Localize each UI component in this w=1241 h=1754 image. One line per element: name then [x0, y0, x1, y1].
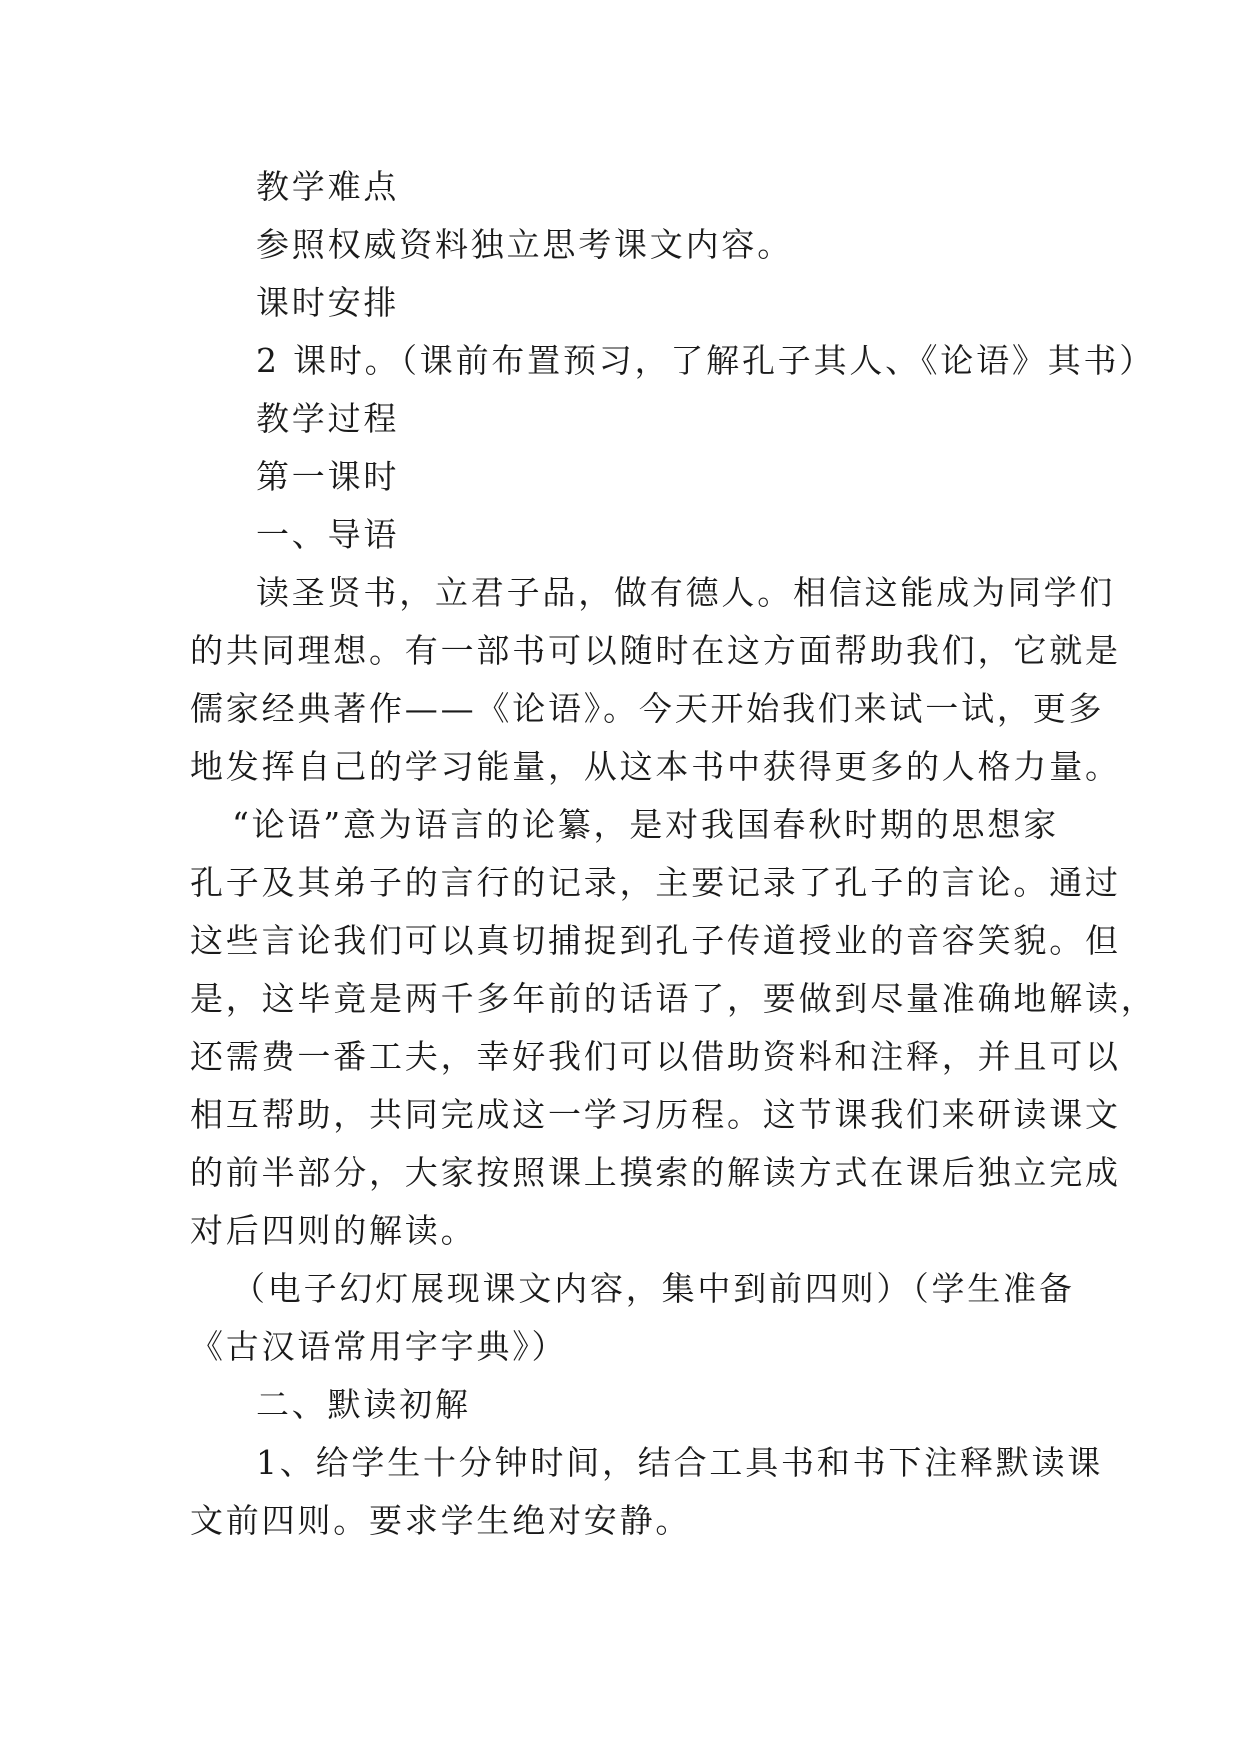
heading-teaching-difficulty: 教学难点 [256, 167, 400, 206]
heading-first-lesson: 第一课时 [256, 457, 400, 496]
paragraph-line: 1、给学生十分钟时间，结合工具书和书下注释默读课 [256, 1443, 1104, 1482]
paragraph-line: 参照权威资料独立思考课文内容。 [256, 225, 793, 264]
heading-silent-reading: 二、默读初解 [256, 1385, 471, 1424]
paragraph-line: 是，这毕竟是两千多年前的话语了，要做到尽量准确地解读， [190, 979, 1157, 1018]
paragraph-line: （电子幻灯展现课文内容，集中到前四则）（学生准备 [232, 1269, 1075, 1308]
paragraph-line: 儒家经典著作——《论语》。今天开始我们来试一试，更多 [190, 689, 1105, 728]
paragraph-line: 文前四则。要求学生绝对安静。 [190, 1501, 692, 1540]
paragraph-line: 孔子及其弟子的言行的记录，主要记录了孔子的言论。通过 [190, 863, 1121, 902]
paragraph-line: 2 课时。（课前布置预习，了解孔子其人、《论语》其书） [256, 341, 1156, 380]
paragraph-line: 读圣贤书，立君子品，做有德人。相信这能成为同学们 [256, 573, 1116, 612]
document-body [190, 158, 1157, 1550]
paragraph-line: 相互帮助，共同完成这一学习历程。这节课我们来研读课文 [190, 1095, 1121, 1134]
paragraph-line: 的共同理想。有一部书可以随时在这方面帮助我们，它就是 [190, 631, 1121, 670]
heading-class-schedule: 课时安排 [256, 283, 400, 322]
heading-teaching-process: 教学过程 [256, 399, 400, 438]
paragraph-line: 还需费一番工夫，幸好我们可以借助资料和注释，并且可以 [190, 1037, 1121, 1076]
paragraph-line: 《古汉语常用字字典》） [190, 1327, 568, 1366]
paragraph-line: 地发挥自己的学习能量，从这本书中获得更多的人格力量。 [190, 747, 1121, 786]
paragraph-line: 这些言论我们可以真切捕捉到孔子传道授业的音容笑貌。但 [190, 921, 1121, 960]
paragraph-line: 对后四则的解读。 [190, 1211, 477, 1250]
paragraph-line: “论语”意为语言的论纂，是对我国春秋时期的思想家 [232, 805, 1059, 844]
heading-introduction: 一、导语 [256, 515, 400, 554]
paragraph-line: 的前半部分，大家按照课上摸索的解读方式在课后独立完成 [190, 1153, 1121, 1192]
